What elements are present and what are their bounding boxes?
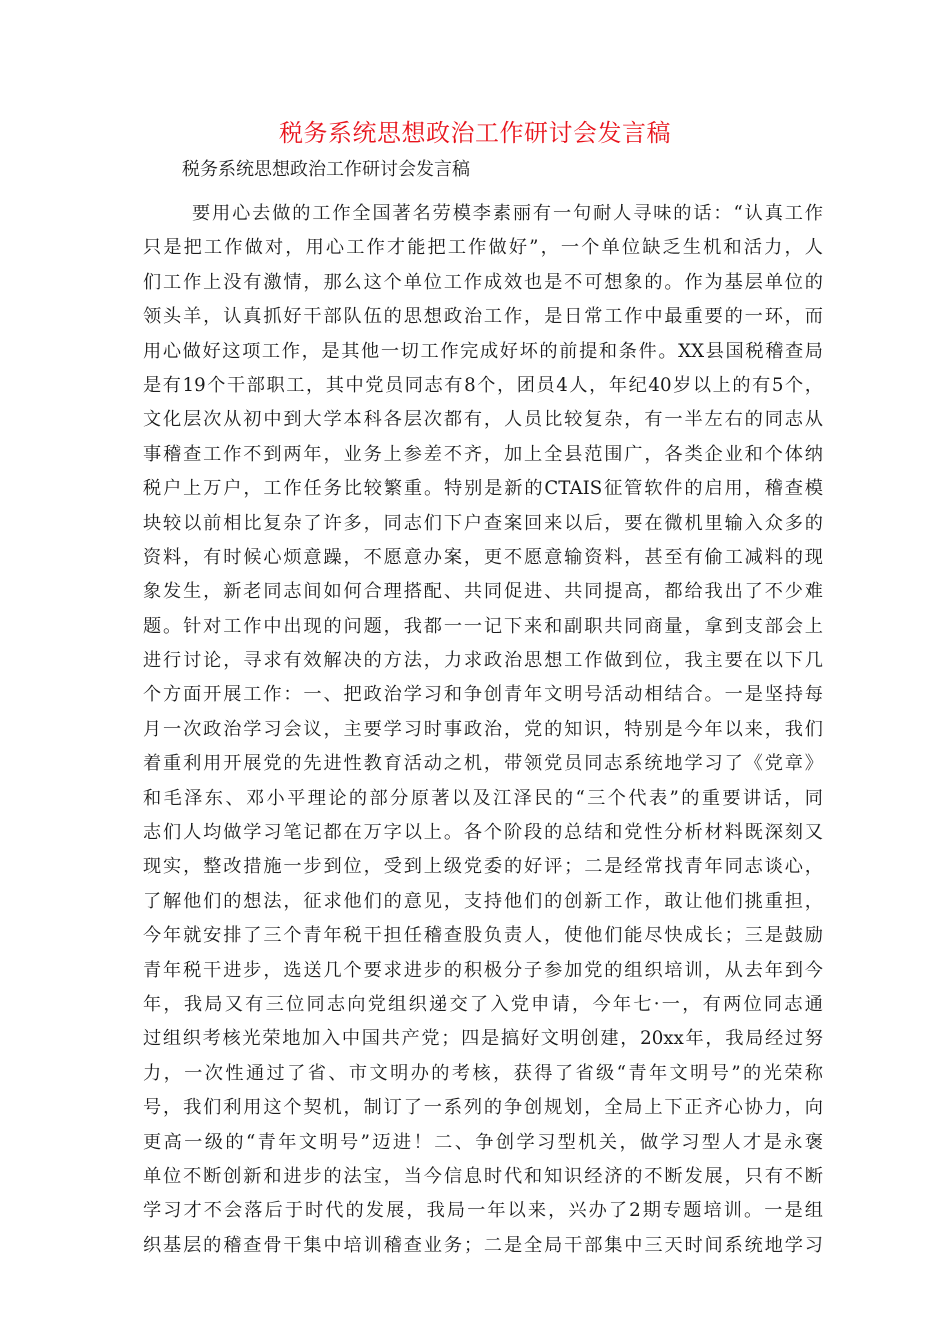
paragraph-line: 志们人均做学习笔记都在万字以上。各个阶段的总结和党性分析材料既深刻又	[143, 822, 823, 844]
paragraph-line: 块较以前相比复杂了许多，同志们下户查案回来以后，要在微机里输入众多的	[143, 512, 823, 534]
paragraph-line: 事稽查工作不到两年，业务上参差不齐，加上全县范围广，各类企业和个体纳	[143, 443, 823, 465]
paragraph-line: 号，我们利用这个契机，制订了一系列的争创规划，全局上下正齐心协力，向	[143, 1097, 823, 1119]
paragraph-line: 题。针对工作中出现的问题，我都一一记下来和副职共同商量，拿到支部会上	[143, 615, 823, 637]
paragraph-line: 青年税干进步，选送几个要求进步的积极分子参加党的组织培训，从去年到今	[143, 959, 823, 981]
paragraph-line: 是有19个干部职工，其中党员同志有8个，团员4人，年纪40岁以上的有5个，	[143, 374, 823, 396]
paragraph-line: 税户上万户，工作任务比较繁重。特别是新的CTAIS征管软件的启用，稽查模	[143, 478, 823, 500]
paragraph-line: 和毛泽东、邓小平理论的部分原著以及江泽民的“三个代表”的重要讲话，同	[143, 787, 823, 809]
document-title: 税务系统思想政治工作研讨会发言稿	[279, 119, 671, 147]
paragraph-line: 更高一级的“青年文明号”迈进！二、争创学习型机关，做学习型人才是永褒	[143, 1131, 823, 1153]
paragraph-line: 个方面开展工作：一、把政治学习和争创青年文明号活动相结合。一是坚持每	[143, 684, 823, 706]
paragraph-line: 学习才不会落后于时代的发展，我局一年以来，兴办了2期专题培训。一是组	[143, 1200, 823, 1222]
paragraph-line: 象发生，新老同志间如何合理搭配、共同促进、共同提高，都给我出了不少难	[143, 581, 823, 603]
paragraph-line: 力，一次性通过了省、市文明办的考核，获得了省级“青年文明号”的光荣称	[143, 1062, 823, 1084]
paragraph-line: 现实，整改措施一步到位，受到上级党委的好评；二是经常找青年同志谈心，	[143, 856, 823, 878]
paragraph-line: 过组织考核光荣地加入中国共产党；四是搞好文明创建，20xx年，我局经过努	[143, 1028, 823, 1050]
paragraph-line: 月一次政治学习会议，主要学习时事政治，党的知识，特别是今年以来，我们	[143, 718, 823, 740]
paragraph-line: 年，我局又有三位同志向党组织递交了入党申请，今年七·一，有两位同志通	[143, 993, 823, 1015]
paragraph-line: 了解他们的想法，征求他们的意见，支持他们的创新工作，敢让他们挑重担，	[143, 890, 823, 912]
paragraph-line: 进行讨论，寻求有效解决的方法，力求政治思想工作做到位，我主要在以下几	[143, 650, 823, 672]
paragraph-line: 只是把工作做对，用心工作才能把工作做好”，一个单位缺乏生机和活力，人	[143, 237, 823, 259]
paragraph-line: 用心做好这项工作，是其他一切工作完成好坏的前提和条件。XX县国税稽查局	[143, 340, 823, 362]
paragraph-line: 着重利用开展党的先进性教育活动之机，带领党员同志系统地学习了《党章》	[143, 753, 823, 775]
paragraph-line: 们工作上没有激情，那么这个单位工作成效也是不可想象的。作为基层单位的	[143, 271, 823, 293]
paragraph-line: 要用心去做的工作全国著名劳模李素丽有一句耐人寻味的话：“认真工作	[192, 203, 823, 224]
paragraph-line: 今年就安排了三个青年税干担任稽查股负责人，使他们能尽快成长；三是鼓励	[143, 925, 823, 947]
paragraph-line: 领头羊，认真抓好干部队伍的思想政治工作，是日常工作中最重要的一环，而	[143, 306, 823, 328]
paragraph-line: 资料，有时候心烦意躁，不愿意办案，更不愿意输资料，甚至有偷工减料的现	[143, 546, 823, 568]
paragraph-line: 文化层次从初中到大学本科各层次都有，人员比较复杂，有一半左右的同志从	[143, 409, 823, 431]
document-subtitle: 税务系统思想政治工作研讨会发言稿	[182, 159, 470, 180]
paragraph-line: 单位不断创新和进步的法宝，当今信息时代和知识经济的不断发展，只有不断	[143, 1165, 823, 1187]
document-body	[143, 197, 823, 1263]
paragraph-line: 织基层的稽查骨干集中培训稽查业务；二是全局干部集中三天时间系统地学习	[143, 1234, 823, 1256]
